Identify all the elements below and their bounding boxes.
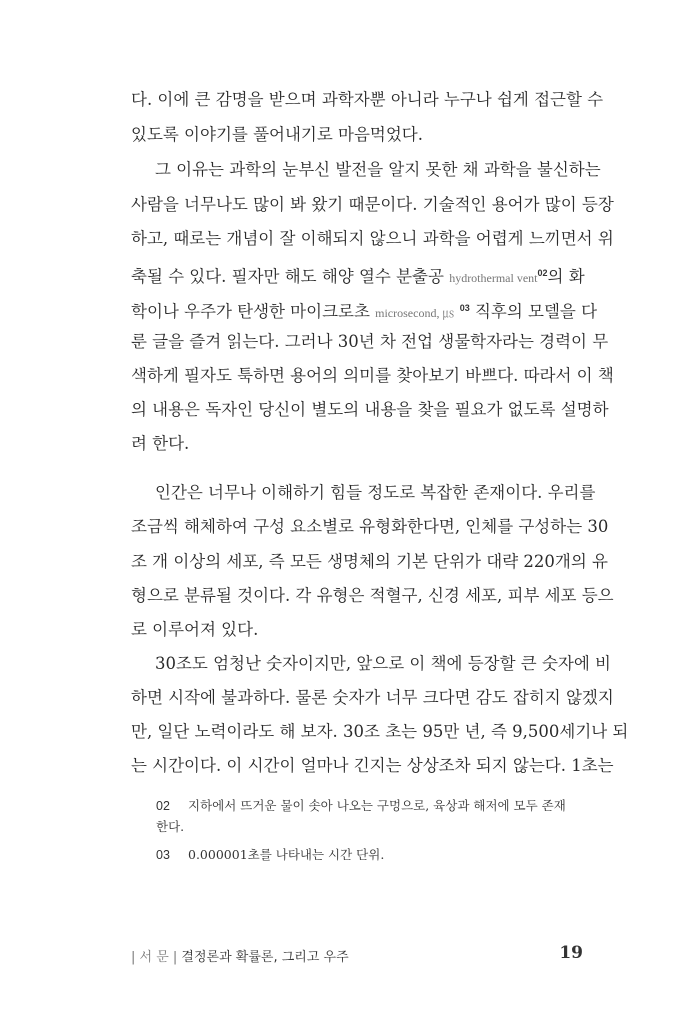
section-label: | 서 문 | [131, 950, 178, 965]
text-line [131, 297, 598, 324]
text-line: 그 이유는 과학의 눈부신 발전을 알지 못한 채 과학을 불신하는 [155, 160, 601, 179]
text-segment: 축될 수 있다. 필자만 해도 해양 열수 분출공 [131, 267, 444, 286]
footnote-text: 지하에서 뜨거운 물이 솟아 나오는 구멍으로, 육상과 해저에 모두 존재 [188, 798, 566, 813]
running-footer [131, 946, 349, 965]
chapter-title: 결정론과 확률론, 그리고 우주 [181, 950, 349, 965]
text-segment: 직후의 모델을 다 [474, 302, 598, 321]
text-line: 30조도 엄청난 숫자이지만, 앞으로 이 책에 등장할 큰 숫자에 비 [155, 654, 611, 673]
english-term: microsecond, ㎲ [375, 306, 455, 320]
text-line: 는 시간이다. 이 시간이 얼마나 긴지는 상상조차 되지 않는다. 1초는 [131, 756, 614, 775]
footnote [156, 797, 566, 815]
text-line: 룬 글을 즐겨 읽는다. 그러나 30년 차 전업 생물학자라는 경력이 무 [131, 332, 609, 351]
text-line: 인간은 너무나 이해하기 힘들 정도로 복잡한 존재이다. 우리를 [155, 483, 596, 502]
text-line: 의 내용은 독자인 당신이 별도의 내용을 찾을 필요가 없도록 설명하 [131, 400, 609, 419]
footnote-text: 0.000001초를 나타내는 시간 단위. [188, 847, 385, 862]
footnote-number: 03 [156, 848, 170, 862]
footnote-ref: 02 [537, 268, 548, 278]
text-line: 조 개 이상의 세포, 즉 모든 생명체의 기본 단위가 대략 220개의 유 [131, 552, 608, 571]
text-segment: 학이나 우주가 탄생한 마이크로초 [131, 302, 370, 321]
text-line: 사람을 너무나도 많이 봐 왔기 때문이다. 기술적인 용어가 많이 등장 [131, 195, 614, 214]
text-line: 있도록 이야기를 풀어내기로 마음먹었다. [131, 125, 423, 144]
text-line: 하면 시작에 불과하다. 물론 숫자가 너무 크다면 감도 잡히지 않겠지 [131, 688, 614, 707]
text-line: 색하게 필자도 툭하면 용어의 의미를 찾아보기 바쁘다. 따라서 이 책 [131, 366, 614, 385]
text-line: 형으로 분류될 것이다. 각 유형은 적혈구, 신경 세포, 피부 세포 등으 [131, 586, 614, 605]
page-number: 19 [559, 943, 583, 963]
text-line: 다. 이에 큰 감명을 받으며 과학자뿐 아니라 누구나 쉽게 접근할 수 [131, 90, 604, 109]
text-line: 조금씩 해체하여 구성 요소별로 유형화한다면, 인체를 구성하는 30 [131, 517, 609, 536]
footnote [156, 846, 384, 864]
text-line: 만, 일단 노력이라도 해 보자. 30조 초는 95만 년, 즉 9,500세기나 되 [131, 722, 629, 741]
footnote-ref: 03 [459, 303, 470, 313]
text-line: 하고, 때로는 개념이 잘 이해되지 않으니 과학을 어렵게 느끼면서 위 [131, 229, 614, 248]
text-line: 려 한다. [131, 434, 190, 453]
text-line [131, 262, 583, 289]
text-segment: 의 화 [547, 267, 585, 286]
footnote-continuation: 한다. [156, 819, 185, 834]
english-term: hydrothermal vent [449, 271, 538, 285]
text-line: 로 이루어져 있다. [131, 620, 259, 639]
footnote-number: 02 [156, 799, 170, 813]
